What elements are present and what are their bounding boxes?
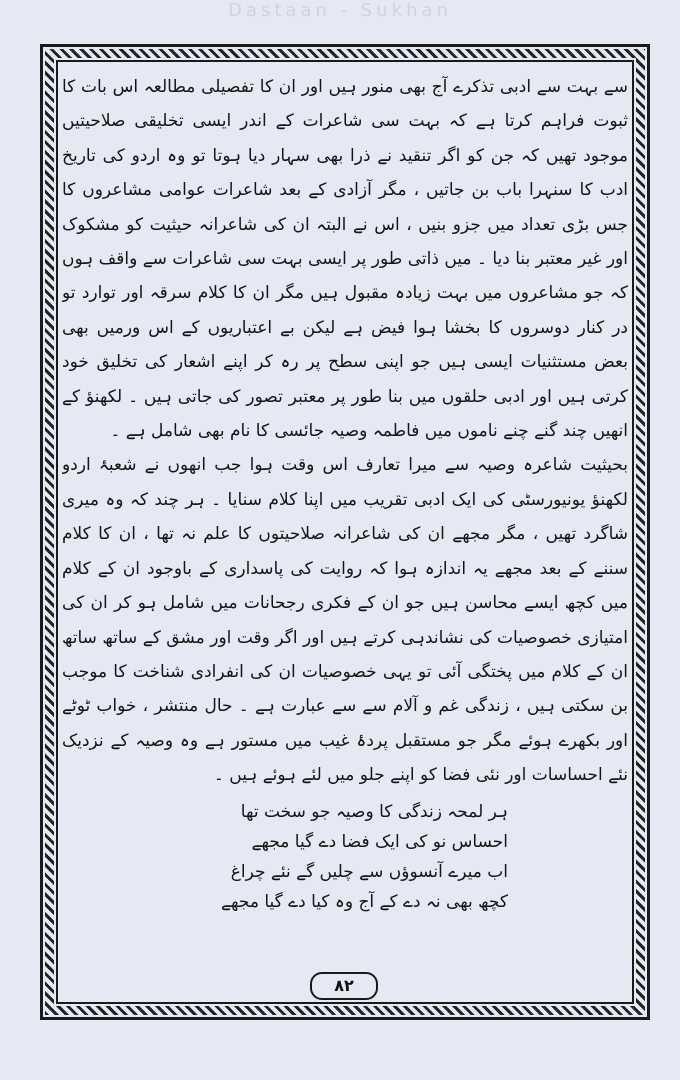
poem-line: ہر لمحہ زندگی کا وصیہ جو سخت تھا [240,801,508,822]
poem-line: کچھ بھی نہ دے کے آج وہ کیا دے گیا مجھے [221,891,508,912]
paragraph-2: بحیثیت شاعرہ وصیہ سے میرا تعارف اس وقت ہوا جب انھوں نے شعبۂ اردو لکھنؤ یونیورسٹی کی ایک ادبی تقریب میں اپنا کلام سنایا ۔ ہر چند کہ وہ میری شاگرد تھیں ، مگر مجھے ان کی شاعرانہ صلاحیتوں کا علم نہ تھا ، ان کا کلام سننے کے بعد مجھے یہ اندازہ ہوا کہ روایت کی پاسداری کے باوجود ان کے کلام میں کچھ ایسے محاسن ہیں جو ان کے فکری رجحانات میں شامل ہو کر ان کی امتیازی خصوصیات کی نشاندہی کرتے ہیں اور اگر وقت اور مشق کے ساتھ ساتھ ان کے کلام میں پختگی آئی تو یہی خصوصیات ان کی انفرادی شناخت کا موجب بن سکتی ہیں ، زندگی غم و آلام سے سے عبارت ہے ۔ حال منتشر ، خواب ٹوٹے اور بکھرے ہوئے مگر جو مستقبل پردۂ غیب میں مستور ہے وہ وصیہ کے نزدیک نئے احساسات اور نئی فضا کو اپنے جلو میں لئے ہوئے ہیں ۔ [62,455,628,786]
bleed-through-text: Dastaan - Sukhan [228,0,452,21]
paragraph-1: سے بہت سے ادبی تذکرے آج بھی منور ہیں اور ان کا تفصیلی مطالعہ اس بات کا ثبوت فراہم کرتا ہے کہ بہت سی شاعرات کے اندر ایسی تخلیقی صلاحیتیں موجود تھیں کہ جن کو اگر تنقید نے ذرا بھی سہار دیا ہوتا تو وہ اردو کی تاریخ ادب کا سنہرا باب بن جاتیں ، مگر آزادی کے بعد شاعرات عوامی مشاعروں کا جس بڑی تعداد میں جزو بنیں ، اس نے البتہ ان کی شاعرانہ حیثیت کو مشکوک اور غیر معتبر بنا دیا ۔ میں ذاتی طور پر ایسی بہت سی شاعرات سے واقف ہوں کہ جو مشاعروں میں بہت زیادہ مقبول ہیں مگر ان کا کلام سرقہ اور توارد تو در کنار دوسروں کا بخشا ہوا فیض ہے لیکن بے اعتباریوں کے اس ورمیں بھی بعض مستثنیات ایسی ہیں جو اپنی سطح پر رہ کر اپنے اشعار کی تخلیق خود کرتی ہیں اور ادبی حلقوں میں بنا طور پر معتبر تصور کی جاتی ہیں ۔ لکھنؤ کے انھیں چند گنے چنے ناموں میں فاطمہ وصیہ جائسی کا نام بھی شامل ہے ۔ [62,77,628,442]
page-number: ۸۲ [310,972,378,1000]
article-body [62,70,628,970]
poem-line: اب میرے آنسوؤں سے چلیں گے نئے چراغ [230,861,508,882]
poem-line: احساس نو کی ایک فضا دے گیا مجھے [251,831,508,852]
poem-verse [62,797,628,917]
